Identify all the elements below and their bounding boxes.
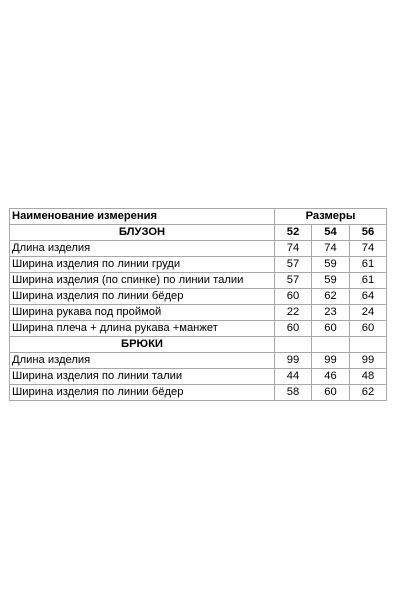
row-value: 60 xyxy=(275,289,312,305)
row-name: Ширина плеча + длина рукава +манжет xyxy=(10,321,275,337)
size-chart-table xyxy=(9,208,387,401)
header-title: Наименование измерения xyxy=(10,209,275,225)
row-name: Длина изделия xyxy=(10,241,275,257)
table-row xyxy=(10,241,387,257)
row-value: 74 xyxy=(312,241,350,257)
row-value: 99 xyxy=(275,353,312,369)
row-name: Ширина изделия по линии бёдер xyxy=(10,289,275,305)
table-header-row xyxy=(10,209,387,225)
row-value: 99 xyxy=(350,353,387,369)
row-value: 58 xyxy=(275,385,312,401)
row-name: Ширина изделия по линии груди xyxy=(10,257,275,273)
row-value: 74 xyxy=(350,241,387,257)
row-value: 60 xyxy=(312,321,350,337)
table-row xyxy=(10,321,387,337)
row-value: 60 xyxy=(275,321,312,337)
row-value: 64 xyxy=(350,289,387,305)
row-value: 59 xyxy=(312,257,350,273)
row-value: 46 xyxy=(312,369,350,385)
row-name: Ширина изделия по линии бёдер xyxy=(10,385,275,401)
row-value: 44 xyxy=(275,369,312,385)
table-row xyxy=(10,257,387,273)
size-label: 56 xyxy=(350,225,387,241)
row-value: 60 xyxy=(350,321,387,337)
size-label: 52 xyxy=(275,225,312,241)
size-label: 54 xyxy=(312,225,350,241)
row-value: 57 xyxy=(275,257,312,273)
section-row xyxy=(10,225,387,241)
row-name: Ширина изделия (по спинке) по линии талии xyxy=(10,273,275,289)
row-name: Ширина изделия по линии талии xyxy=(10,369,275,385)
table-row xyxy=(10,289,387,305)
row-value: 48 xyxy=(350,369,387,385)
row-value: 99 xyxy=(312,353,350,369)
row-value: 61 xyxy=(350,257,387,273)
row-value: 23 xyxy=(312,305,350,321)
row-name: Ширина рукава под проймой xyxy=(10,305,275,321)
table-row xyxy=(10,369,387,385)
row-value: 22 xyxy=(275,305,312,321)
table-row xyxy=(10,305,387,321)
row-value: 60 xyxy=(312,385,350,401)
row-value: 62 xyxy=(350,385,387,401)
row-value: 57 xyxy=(275,273,312,289)
row-value: 59 xyxy=(312,273,350,289)
row-name: Длина изделия xyxy=(10,353,275,369)
table-row xyxy=(10,273,387,289)
row-value: 74 xyxy=(275,241,312,257)
header-sizes: Размеры xyxy=(275,209,387,225)
row-value: 61 xyxy=(350,273,387,289)
section-title: БРЮКИ xyxy=(10,337,275,353)
section-row xyxy=(10,337,387,353)
row-value: 24 xyxy=(350,305,387,321)
empty-cell xyxy=(350,337,387,353)
empty-cell xyxy=(312,337,350,353)
table-row xyxy=(10,353,387,369)
row-value: 62 xyxy=(312,289,350,305)
empty-cell xyxy=(275,337,312,353)
table-row xyxy=(10,385,387,401)
section-title: БЛУЗОН xyxy=(10,225,275,241)
